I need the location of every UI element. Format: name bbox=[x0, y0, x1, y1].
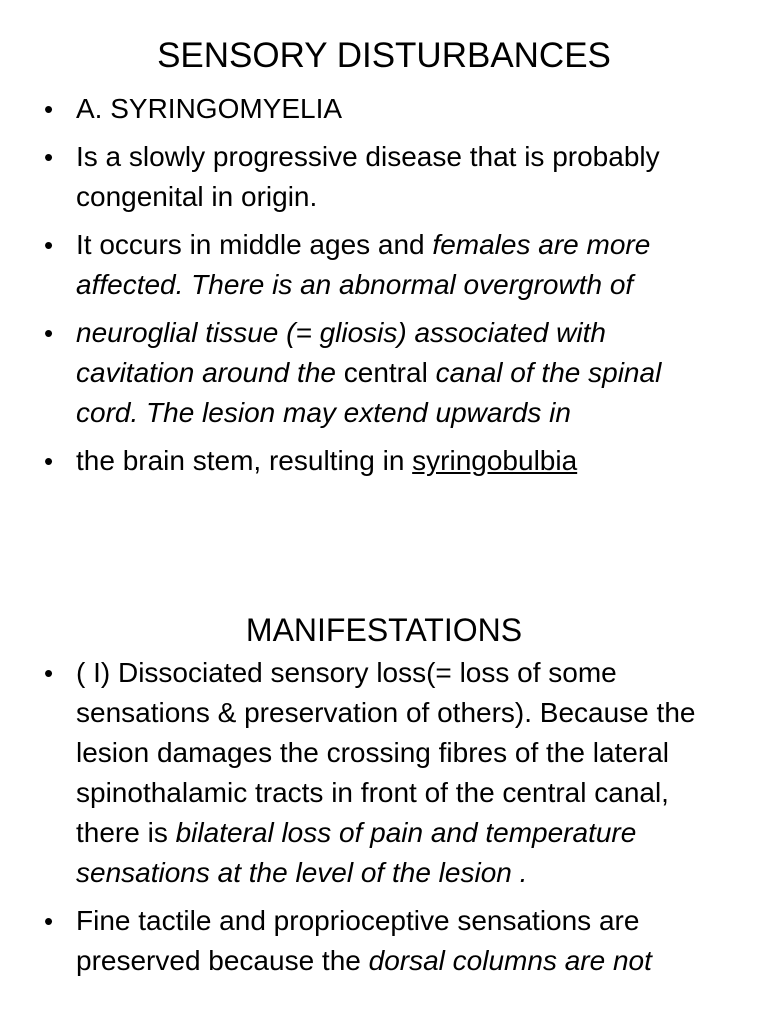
bullet-text: Fine tactile and proprioceptive sensations are preserved because the bbox=[76, 905, 640, 976]
bullet-text: ( I) Dissociated sensory loss(= loss of some sensations & preservation of others). Because the lesion damages the crossing fibres of the lateral spinothalamic tracts in front of the central canal, there is bbox=[76, 657, 696, 848]
list-item bbox=[0, 89, 768, 129]
bullet-list-syringomyelia bbox=[0, 89, 768, 489]
bullet-text-italic: bilateral loss of pain and temperature sensations at the level of the lesion . bbox=[76, 817, 637, 888]
bullet-icon: • bbox=[44, 658, 54, 688]
bullet-text: Is a slowly progressive disease that is probably congenital in origin. bbox=[76, 141, 660, 212]
section-title: MANIFESTATIONS bbox=[245, 612, 523, 648]
list-item bbox=[0, 901, 768, 981]
bullet-icon: • bbox=[44, 906, 54, 936]
bullet-text-italic: females are more affected. There is an abnormal overgrowth of bbox=[76, 229, 651, 300]
bullet-icon: • bbox=[44, 318, 54, 348]
bullet-icon: • bbox=[44, 230, 54, 260]
list-item bbox=[0, 653, 768, 893]
bullet-icon: • bbox=[44, 446, 54, 476]
bullet-text-italic: neuroglial tissue (= gliosis) associated with cavitation around the bbox=[76, 317, 606, 388]
list-item bbox=[0, 441, 768, 481]
list-item bbox=[0, 225, 768, 305]
bullet-text: central bbox=[343, 357, 436, 388]
bullet-icon: • bbox=[44, 94, 54, 124]
syringobulbia-link[interactable]: syringobulbia bbox=[412, 445, 578, 476]
page-title: SENSORY DISTURBANCES bbox=[157, 36, 611, 75]
bullet-text-italic: dorsal columns are not bbox=[368, 945, 652, 976]
bullet-text: It occurs in middle ages and bbox=[76, 229, 433, 260]
bullet-text: A. SYRINGOMYELIA bbox=[76, 93, 343, 124]
bullet-text-italic: canal of the spinal cord. The lesion may extend upwards in bbox=[76, 357, 662, 428]
list-item bbox=[0, 313, 768, 433]
bullet-list-manifestations bbox=[0, 653, 768, 989]
bullet-text: the brain stem, resulting in bbox=[76, 445, 413, 476]
list-item bbox=[0, 137, 768, 217]
bullet-icon: • bbox=[44, 142, 54, 172]
